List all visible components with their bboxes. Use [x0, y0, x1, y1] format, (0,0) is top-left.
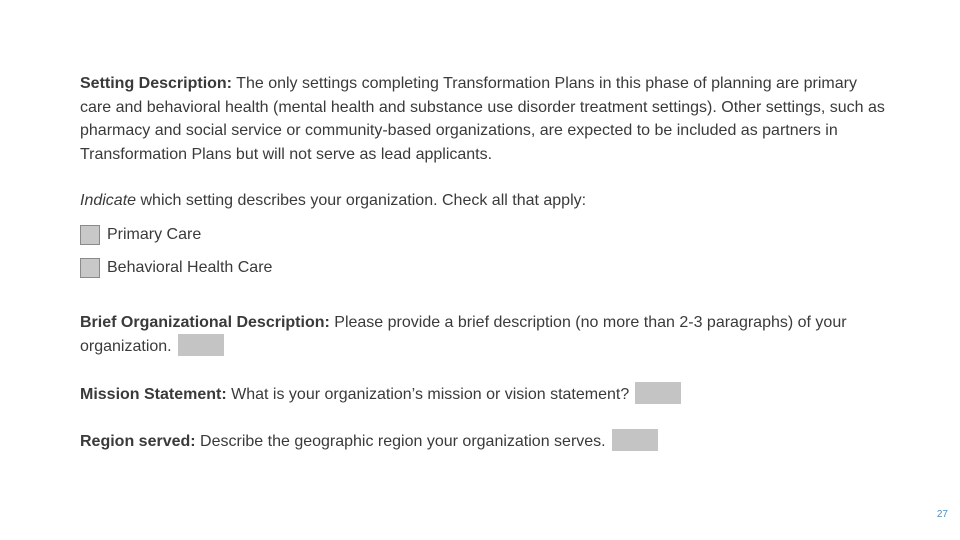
mission-label: Mission Statement:	[80, 385, 227, 403]
org-description-field[interactable]	[178, 334, 224, 356]
region-field[interactable]	[612, 429, 658, 451]
mission-text: What is your organization’s mission or vision statement?	[231, 385, 630, 403]
form-content	[80, 72, 890, 454]
region-label: Region served:	[80, 433, 196, 450]
setting-description-label: Setting Description:	[80, 75, 233, 92]
behavioral-health-checkbox[interactable]	[80, 258, 100, 278]
indicate-text: which setting describes your organization. Check all that apply:	[140, 192, 587, 209]
region-text: Describe the geographic region your organization serves.	[200, 433, 606, 450]
checkbox-row-primary-care	[80, 223, 890, 247]
page-number: 27	[936, 509, 948, 520]
mission-paragraph	[80, 382, 890, 407]
setting-description-paragraph	[80, 72, 890, 166]
indicate-italic: Indicate	[80, 192, 137, 209]
region-paragraph	[80, 429, 890, 454]
indicate-prompt	[80, 189, 890, 213]
mission-field[interactable]	[635, 382, 681, 404]
org-description-paragraph	[80, 311, 890, 359]
checkbox-row-behavioral-health	[80, 256, 890, 280]
setting-description-text: The only settings completing Transformation Plans in this phase of planning are primary care and behavioral health (mental health and substance use disorder treatment settings). Other settings, such as pharmacy and social service or community-based organizations, are expected to be included as partners in Transformation Plans but will not serve as lead applicants.	[80, 75, 885, 163]
primary-care-checkbox[interactable]	[80, 225, 100, 245]
primary-care-label: Primary Care	[107, 225, 202, 243]
org-description-label: Brief Organizational Description:	[80, 313, 330, 331]
org-description-text: Please provide a brief description (no more than 2-3 paragraphs) of your organization.	[80, 313, 847, 355]
behavioral-health-label: Behavioral Health Care	[107, 258, 273, 276]
